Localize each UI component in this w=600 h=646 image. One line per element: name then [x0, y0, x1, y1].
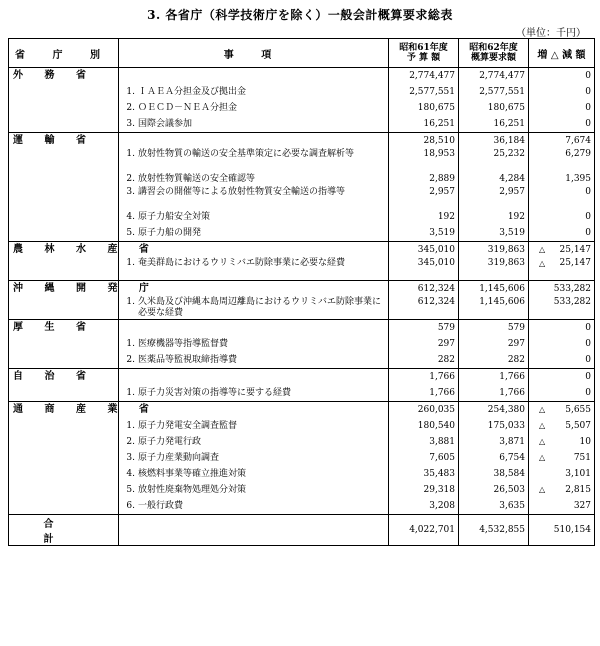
ministry-cell — [9, 320, 119, 369]
item-prev: 192 — [437, 212, 455, 222]
item-prev: 282 — [437, 355, 455, 365]
item-text: 原子力発電安全調査監督 — [138, 421, 238, 431]
item-prev: 297 — [437, 339, 455, 349]
item-text: 医療機器等指導監督費 — [138, 339, 229, 349]
header-req — [459, 39, 529, 68]
item-req: 175,033 — [487, 421, 525, 431]
total-item-cell — [119, 515, 389, 546]
item-diff — [529, 84, 594, 100]
item-req: 180,675 — [487, 103, 525, 113]
item-diff — [529, 187, 594, 209]
item-blank — [119, 68, 388, 84]
diff-value: 0 — [585, 103, 591, 113]
item-req: 1,766 — [499, 388, 525, 398]
item-cell — [119, 402, 389, 515]
item-number: 4. — [126, 212, 135, 222]
diff-cell — [529, 402, 595, 515]
item-prev: 3,208 — [429, 501, 455, 511]
item-line — [119, 149, 388, 171]
total-prev: 4,022,701 — [389, 515, 459, 546]
item-cell — [119, 281, 389, 320]
item-req: 3,519 — [499, 228, 525, 238]
item-line — [119, 116, 388, 132]
diff-value: 0 — [585, 71, 591, 81]
item-prev: 2,889 — [429, 174, 455, 184]
item-req: 26,503 — [493, 485, 525, 495]
ministry-spacer — [9, 466, 118, 482]
diff-value: 7,674 — [565, 136, 591, 146]
item-text: ＯＥＣＤ－ＮＥＡ分担金 — [138, 103, 238, 113]
header-row — [9, 39, 595, 68]
item-text: ＩＡＥＡ分担金及び拠出金 — [138, 87, 247, 97]
item-prev: 2,957 — [429, 187, 455, 197]
diff-cell — [529, 133, 595, 242]
diff-cell — [529, 242, 595, 281]
ministry-spacer — [9, 116, 118, 132]
item-diff — [529, 171, 594, 187]
item-line — [119, 482, 388, 498]
item-diff — [529, 450, 594, 466]
ministry-req: 2,774,477 — [479, 71, 525, 81]
item-text: 医薬品等監視取締指導費 — [138, 355, 238, 365]
item-text: 原子力産業動向調査 — [138, 453, 220, 463]
item-line — [119, 385, 388, 401]
ministry-cell — [9, 369, 119, 402]
ministry-spacer — [9, 498, 118, 514]
total-diff: 510,154 — [553, 525, 591, 535]
item-diff — [529, 209, 594, 225]
item-diff — [529, 498, 594, 514]
ministry-spacer — [9, 385, 118, 401]
ministry-diff — [529, 133, 594, 149]
section-row — [9, 369, 595, 402]
section-row — [9, 242, 595, 281]
prev-cell — [389, 369, 459, 402]
diff-value: 0 — [585, 87, 591, 97]
total-label: 合 計 — [9, 515, 119, 546]
diff-value: 6,279 — [565, 149, 591, 159]
ministry-req: 319,863 — [487, 245, 525, 255]
item-text: 原子力船安全対策 — [138, 212, 211, 222]
header-req-line1: 昭和62年度 — [469, 43, 518, 53]
item-text: 講習会の開催等による放射性物質安全輸送の指導等 — [138, 187, 346, 197]
diff-value: 0 — [585, 187, 591, 197]
ministry-spacer — [9, 482, 118, 498]
ministry-prev: 28,510 — [423, 136, 455, 146]
diff-value: 25,147 — [559, 245, 591, 255]
ministry-req: 1,766 — [499, 372, 525, 382]
item-diff — [529, 482, 594, 498]
item-prev: 612,324 — [417, 297, 455, 307]
ministry-cell — [9, 68, 119, 133]
item-number: 5. — [126, 485, 135, 495]
item-line — [119, 450, 388, 466]
item-line — [119, 352, 388, 368]
ministry-prev: 579 — [437, 323, 455, 333]
diff-value: 0 — [585, 323, 591, 333]
item-req: 16,251 — [493, 119, 525, 129]
ministry-name: 自 治 省 — [13, 371, 95, 382]
item-diff — [529, 385, 594, 401]
item-prev: 18,953 — [423, 149, 455, 159]
item-cell — [119, 133, 389, 242]
item-req: 297 — [507, 339, 525, 349]
item-text: 核燃料事業等確立推進対策 — [138, 469, 247, 479]
ministry-req: 579 — [507, 323, 525, 333]
item-prev: 7,605 — [429, 453, 455, 463]
item-cell — [119, 242, 389, 281]
decrease-mark: △ — [539, 421, 546, 430]
ministry-cell — [9, 242, 158, 281]
header-ministry: 省 庁 別 — [9, 39, 119, 68]
diff-cell — [529, 369, 595, 402]
item-prev: 2,577,551 — [409, 87, 455, 97]
item-number: 2. — [126, 437, 135, 447]
diff-value: 0 — [585, 212, 591, 222]
diff-cell — [529, 281, 595, 320]
item-cell — [119, 369, 389, 402]
item-prev: 180,540 — [417, 421, 455, 431]
req-cell — [459, 369, 529, 402]
item-blank — [119, 242, 388, 258]
item-blank — [119, 281, 388, 297]
diff-value: 0 — [585, 372, 591, 382]
diff-value: 2,815 — [565, 485, 591, 495]
item-text: 奄美群島におけるウリミバエ防除事業に必要な経費 — [138, 258, 346, 268]
diff-value: 533,282 — [553, 284, 591, 294]
ministry-prev: 260,035 — [417, 405, 455, 415]
item-text: 放射性廃棄物処理処分対策 — [138, 485, 247, 495]
item-diff — [529, 116, 594, 132]
item-number: 4. — [126, 469, 135, 479]
item-number: 5. — [126, 228, 135, 238]
ministry-spacer — [9, 297, 118, 319]
item-text: 一般行政費 — [138, 501, 184, 511]
prev-cell — [389, 281, 459, 320]
ministry-spacer — [9, 209, 118, 225]
ministry-prev: 345,010 — [417, 245, 455, 255]
diff-value: 0 — [585, 355, 591, 365]
item-line — [119, 84, 388, 100]
item-line — [119, 336, 388, 352]
item-line — [119, 466, 388, 482]
diff-value: 0 — [585, 119, 591, 129]
total-row — [9, 515, 595, 546]
item-blank — [119, 133, 388, 149]
item-number: 3. — [126, 187, 135, 197]
item-req: 2,957 — [499, 187, 525, 197]
diff-value: 0 — [585, 228, 591, 238]
ministry-diff — [529, 320, 594, 336]
ministry-prev: 1,766 — [429, 372, 455, 382]
item-line — [119, 225, 388, 241]
ministry-diff — [529, 68, 594, 84]
ministry-spacer — [9, 258, 118, 280]
ministry-cell — [9, 281, 158, 320]
item-line — [119, 418, 388, 434]
item-diff — [529, 434, 594, 450]
diff-value: 0 — [585, 388, 591, 398]
ministry-name: 農 林 水 産 省 — [13, 244, 158, 255]
decrease-mark: △ — [539, 453, 546, 462]
diff-value: 3,101 — [565, 469, 591, 479]
section-row — [9, 402, 595, 515]
item-number: 2. — [126, 174, 135, 184]
ministry-diff — [529, 242, 594, 258]
prev-cell — [389, 133, 459, 242]
item-number: 3. — [126, 453, 135, 463]
item-line — [119, 187, 388, 209]
item-req: 4,284 — [499, 174, 525, 184]
item-prev: 35,483 — [423, 469, 455, 479]
req-cell — [459, 242, 529, 281]
item-line — [119, 258, 388, 280]
item-diff — [529, 418, 594, 434]
item-prev: 3,519 — [429, 228, 455, 238]
item-text: 久米島及び沖縄本島周辺離島におけるウリミバエ防除事業に必要な経費 — [138, 297, 382, 318]
item-number: 6. — [126, 501, 135, 511]
req-cell — [459, 402, 529, 515]
prev-cell — [389, 402, 459, 515]
header-prev-line2: 予 算 額 — [406, 53, 441, 63]
item-line — [119, 100, 388, 116]
ministry-spacer — [9, 336, 118, 352]
total-req: 4,532,855 — [459, 515, 529, 546]
decrease-mark: △ — [539, 245, 546, 254]
diff-cell — [529, 68, 595, 133]
item-req: 282 — [507, 355, 525, 365]
ministry-spacer — [9, 352, 118, 368]
ministry-spacer — [9, 149, 118, 171]
req-cell — [459, 133, 529, 242]
item-req: 3,635 — [499, 501, 525, 511]
item-number: 2. — [126, 103, 135, 113]
ministry-req: 254,380 — [487, 405, 525, 415]
item-line — [119, 209, 388, 225]
item-prev: 16,251 — [423, 119, 455, 129]
ministry-req: 36,184 — [493, 136, 525, 146]
decrease-mark: △ — [539, 437, 546, 446]
header-req-line2: 概算要求額 — [470, 53, 516, 63]
prev-cell — [389, 242, 459, 281]
item-req: 1,145,606 — [479, 297, 525, 307]
total-diff-cell — [529, 515, 595, 546]
item-prev: 180,675 — [417, 103, 455, 113]
ministry-spacer — [9, 84, 118, 100]
req-cell — [459, 68, 529, 133]
item-text: 国際会議参加 — [138, 119, 193, 129]
header-prev — [389, 39, 459, 68]
item-blank — [119, 402, 388, 418]
item-line — [119, 434, 388, 450]
item-req: 319,863 — [487, 258, 525, 268]
ministry-spacer — [9, 450, 118, 466]
diff-cell — [529, 320, 595, 369]
req-cell — [459, 320, 529, 369]
item-text: 原子力船の開発 — [138, 228, 202, 238]
ministry-spacer — [9, 187, 118, 209]
decrease-mark: △ — [539, 259, 546, 268]
ministry-spacer — [9, 434, 118, 450]
item-line — [119, 171, 388, 187]
ministry-prev: 2,774,477 — [409, 71, 455, 81]
diff-value: 0 — [585, 339, 591, 349]
item-diff — [529, 352, 594, 368]
header-diff: 増 △ 減 額 — [529, 39, 595, 68]
item-number: 2. — [126, 355, 135, 365]
ministry-diff — [529, 281, 594, 297]
diff-value: 25,147 — [559, 258, 591, 268]
item-diff — [529, 149, 594, 171]
decrease-mark: △ — [539, 405, 546, 414]
item-number: 3. — [126, 119, 135, 129]
section-row — [9, 320, 595, 369]
item-text: 放射性物質輸送の安全確認等 — [138, 174, 256, 184]
ministry-cell — [9, 402, 158, 515]
item-text: 放射性物質の輸送の安全基準策定に必要な調査解析等 — [138, 149, 355, 159]
ministry-name: 厚 生 省 — [13, 322, 95, 333]
item-number: 1. — [126, 339, 135, 349]
item-diff — [529, 336, 594, 352]
item-prev: 3,881 — [429, 437, 455, 447]
item-prev: 345,010 — [417, 258, 455, 268]
item-number: 1. — [126, 149, 135, 159]
item-number: 1. — [126, 258, 135, 268]
item-line — [119, 498, 388, 514]
item-cell — [119, 320, 389, 369]
item-number: 1. — [126, 87, 135, 97]
ministry-spacer — [9, 225, 118, 241]
item-req: 6,754 — [499, 453, 525, 463]
item-number: 1. — [126, 297, 135, 307]
ministry-spacer — [9, 418, 118, 434]
table-title: 3. 各省庁（科学技術庁を除く）一般会計概算要求総表 — [147, 8, 453, 22]
item-blank — [119, 320, 388, 336]
header-prev-line1: 昭和61年度 — [399, 43, 448, 53]
item-req: 2,577,551 — [479, 87, 525, 97]
item-blank — [119, 369, 388, 385]
item-req: 25,232 — [493, 149, 525, 159]
diff-value: 5,507 — [565, 421, 591, 431]
item-diff — [529, 297, 594, 319]
ministry-prev: 612,324 — [417, 284, 455, 294]
item-number: 1. — [126, 388, 135, 398]
item-req: 192 — [507, 212, 525, 222]
item-line — [119, 297, 388, 319]
diff-value: 327 — [573, 501, 591, 511]
item-prev: 29,318 — [423, 485, 455, 495]
ministry-name: 通 商 産 業 省 — [13, 404, 158, 415]
item-diff — [529, 258, 594, 280]
item-diff — [529, 100, 594, 116]
req-cell — [459, 281, 529, 320]
header-item: 事 項 — [119, 39, 389, 68]
ministry-diff — [529, 369, 594, 385]
section-row — [9, 68, 595, 133]
diff-value: 533,282 — [553, 297, 591, 307]
section-row — [9, 281, 595, 320]
ministry-req: 1,145,606 — [479, 284, 525, 294]
decrease-mark: △ — [539, 485, 546, 494]
diff-value: 1,395 — [565, 174, 591, 184]
budget-table — [8, 38, 595, 546]
prev-cell — [389, 68, 459, 133]
item-text: 原子力災害対策の指導等に要する経費 — [138, 388, 292, 398]
diff-value: 751 — [573, 453, 591, 463]
ministry-spacer — [9, 171, 118, 187]
item-req: 3,871 — [499, 437, 525, 447]
ministry-name: 運 輸 省 — [13, 135, 95, 146]
diff-value: 5,655 — [565, 405, 591, 415]
section-row — [9, 133, 595, 242]
item-number: 1. — [126, 421, 135, 431]
unit-label: （単位：千円） — [516, 28, 586, 39]
diff-value: 10 — [579, 437, 591, 447]
item-req: 38,584 — [493, 469, 525, 479]
item-cell — [119, 68, 389, 133]
ministry-diff — [529, 402, 594, 418]
item-diff — [529, 225, 594, 241]
ministry-cell — [9, 133, 119, 242]
ministry-spacer — [9, 100, 118, 116]
ministry-name: 外 務 省 — [13, 70, 95, 81]
ministry-name: 沖 縄 開 発 庁 — [13, 283, 158, 294]
item-diff — [529, 466, 594, 482]
item-text: 原子力発電行政 — [138, 437, 202, 447]
item-prev: 1,766 — [429, 388, 455, 398]
prev-cell — [389, 320, 459, 369]
